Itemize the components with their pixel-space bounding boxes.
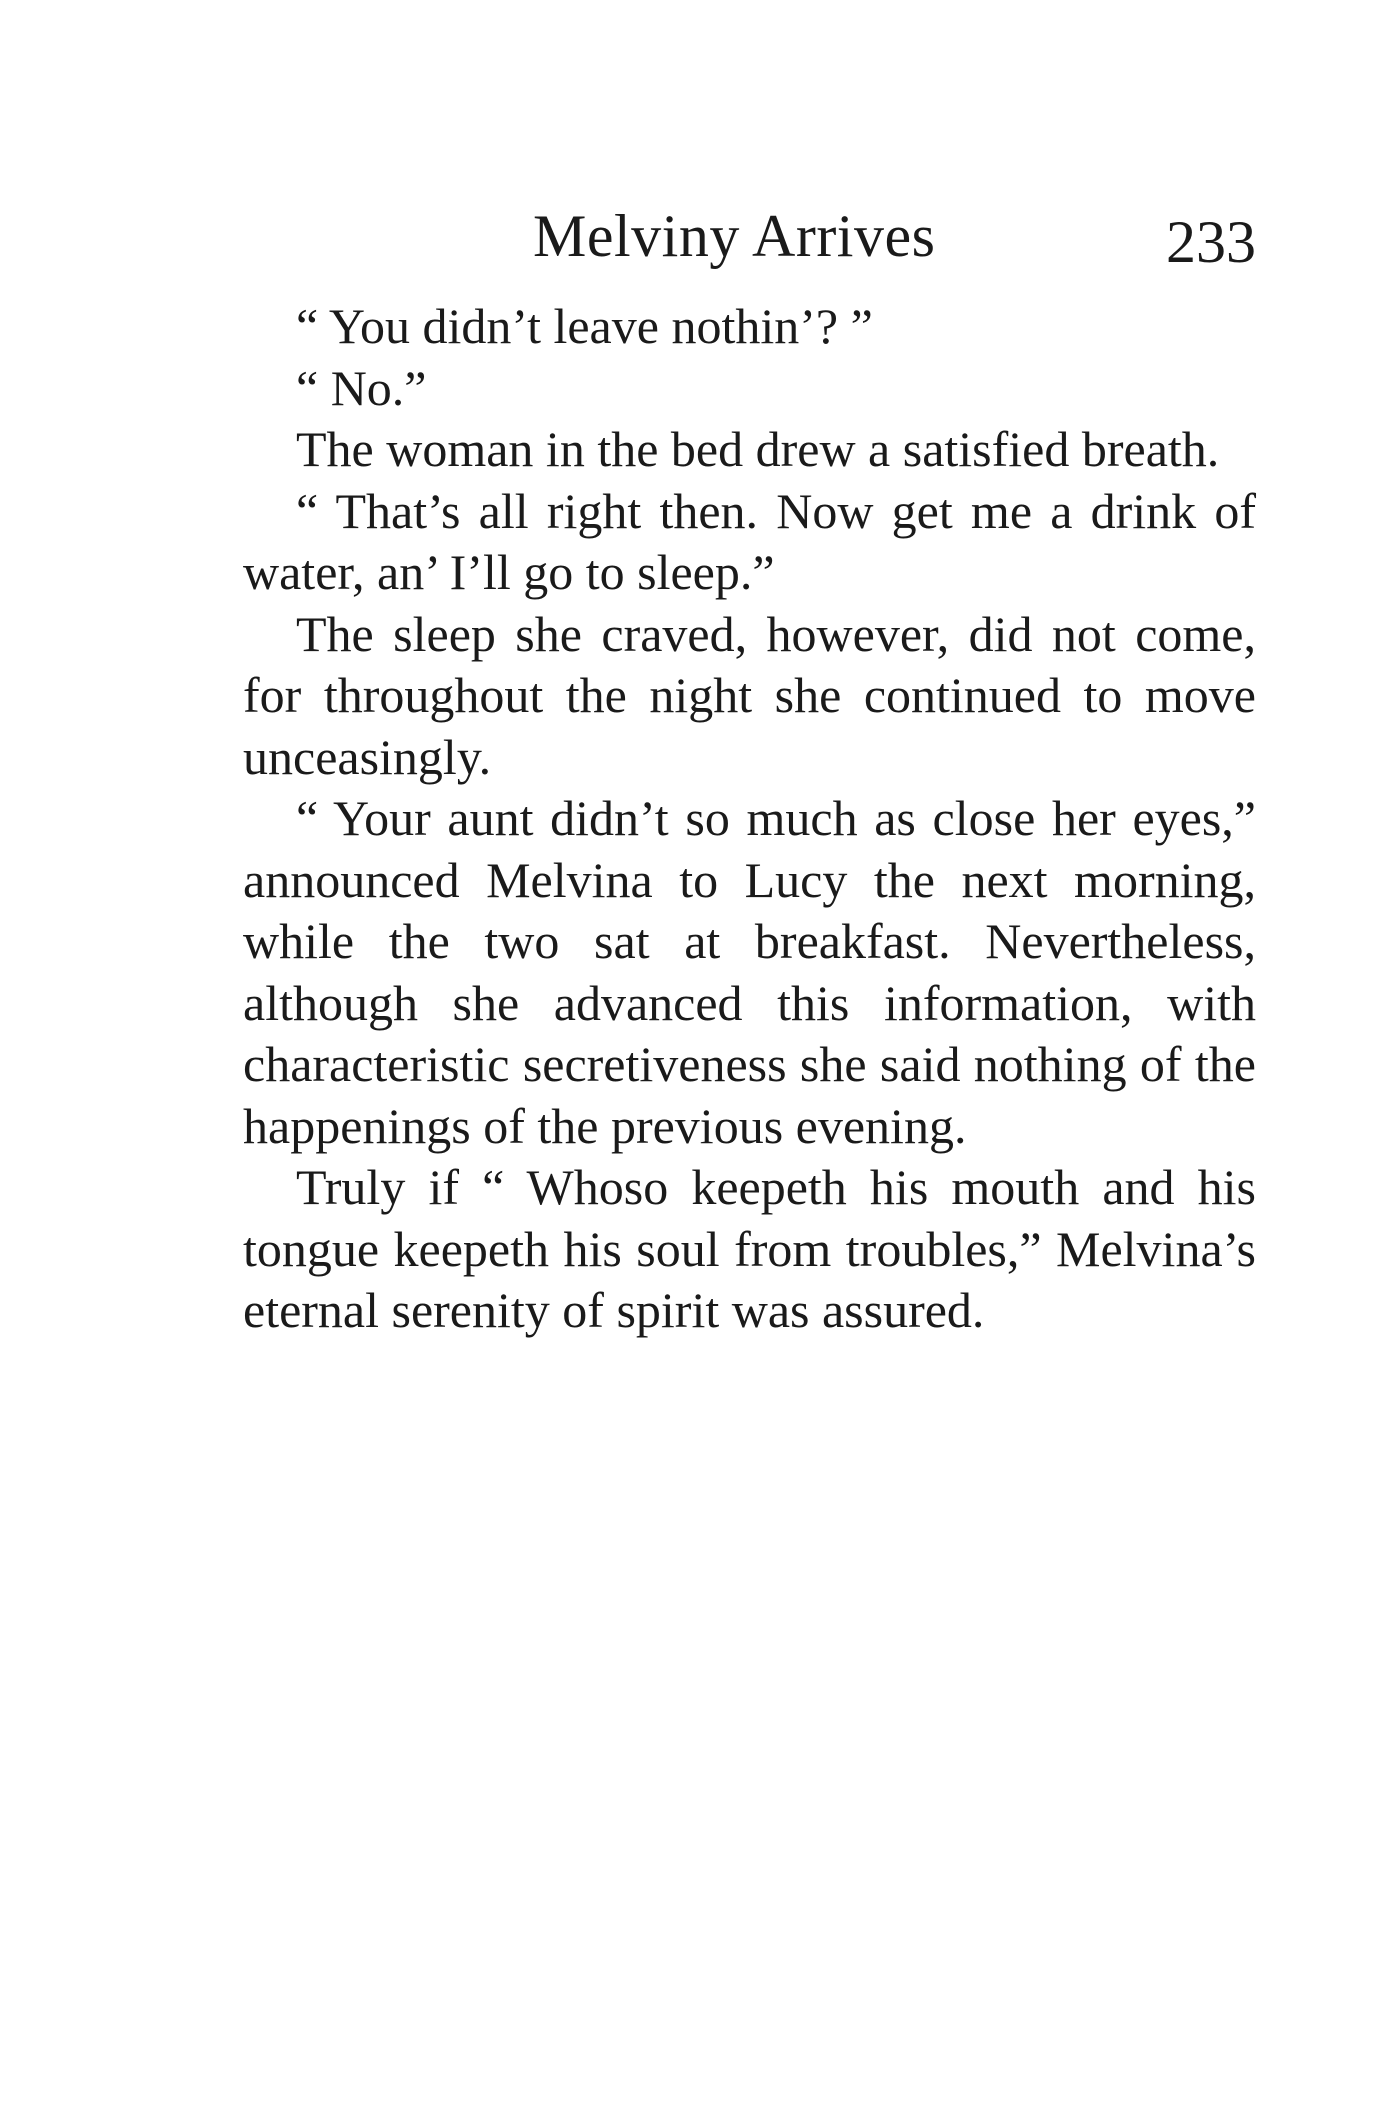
body-text [243, 296, 1256, 1342]
paragraph: “ Your aunt didn’t so much as close her eyes,” announced Melvina to Lucy the next morning, while the two sat at breakfast. Nevertheless, although she advanced this information, with characteristic secretiveness she said nothing of the happenings of the previous evening. [243, 790, 1256, 1154]
paragraph: “ That’s all right then. Now get me a drink of water, an’ I’ll go to sleep.” [243, 482, 1256, 600]
paragraph: The woman in the bed drew a satisfied breath. [296, 421, 1220, 477]
paragraph: “ No.” [296, 359, 427, 416]
running-header [243, 196, 1256, 276]
paragraph: Truly if “ Whoso keepeth his mouth and his tongue keepeth his soul from troubles,” Melvina’s eternal serenity of spirit was assured. [243, 1159, 1256, 1338]
page-number: 233 [1166, 209, 1256, 275]
chapter-title: Melviny Arrives [533, 203, 936, 269]
paragraph: “ You didn’t leave nothin’? ” [296, 298, 873, 354]
paragraph: The sleep she craved, however, did not come, for throughout the night she continued to move unceasingly. [243, 605, 1256, 785]
